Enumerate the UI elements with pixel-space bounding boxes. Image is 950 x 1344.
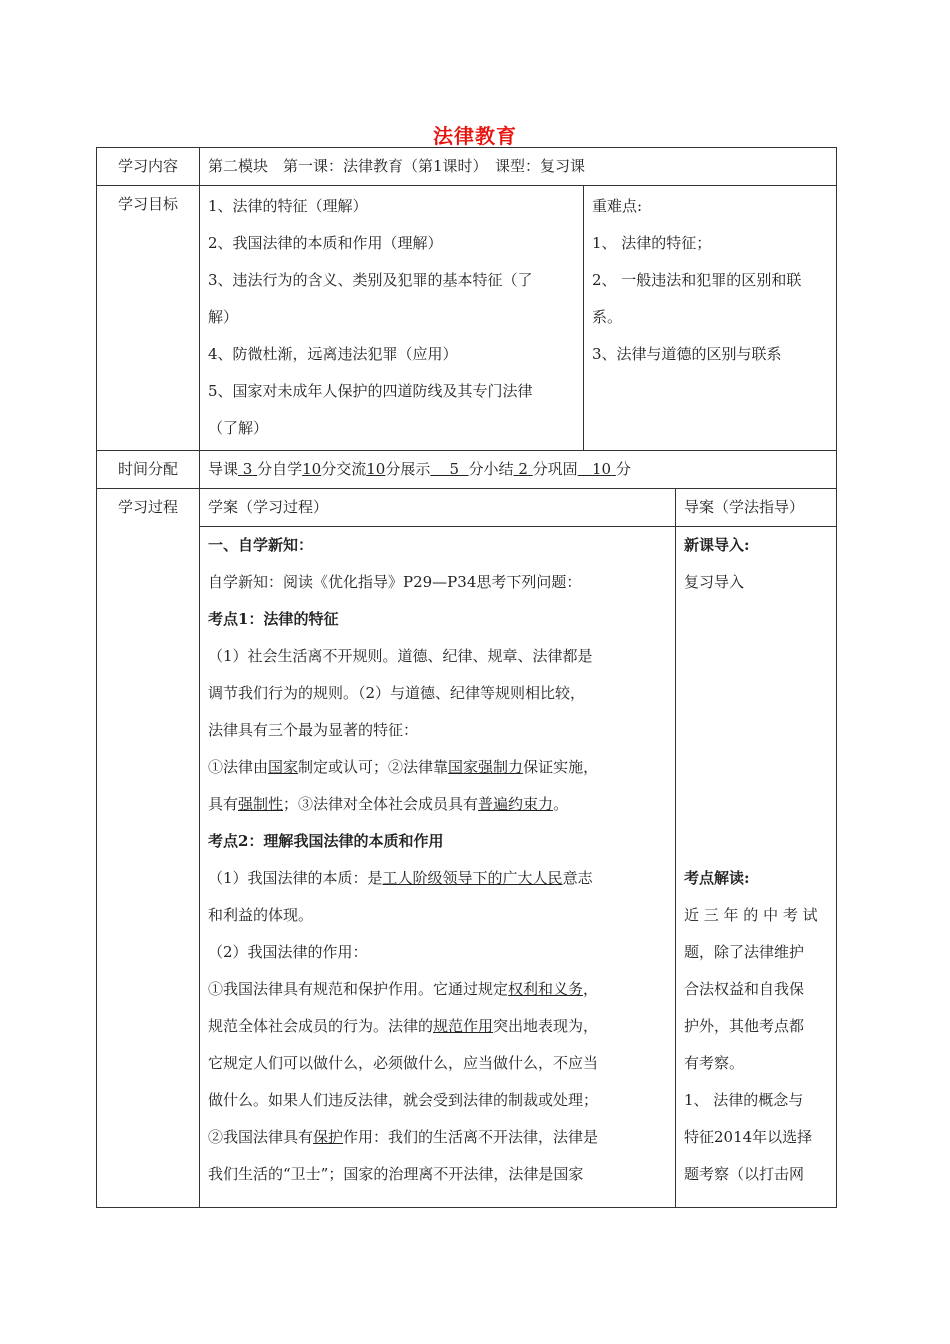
goal-item: 2、我国法律的本质和作用（理解） [208,234,443,252]
intro-text: 自学新知：阅读《优化指导》P29—P34思考下列问题： [208,573,582,591]
row-learning-process-body [97,527,837,1208]
lesson-plan-table [96,147,837,1208]
time-seg: 分交流 [321,460,367,478]
guide-text: 近 三 年 的 中 考 试 [684,906,818,924]
row-time-allocation [97,451,837,489]
row-learning-content [97,148,837,186]
goals-list [200,186,584,451]
guide-content [676,527,837,1208]
time-seg: 分展示 [385,460,431,478]
paragraph-line: ①我国法律具有规范和保护作用。它通过规定权利和义务， [208,980,599,998]
key-point-item: 2、 一般违法和犯罪的区别和联 [592,271,802,289]
key-point-title: 考点2：理解我国法律的本质和作用 [208,832,444,850]
key-point-item: 3、法律与道德的区别与联系 [592,345,782,363]
guide-heading: 考点解读: [684,869,750,887]
paragraph-line: 具有强制性；③法律对全体社会成员具有普遍约束力。 [208,795,569,813]
time-value: 3 [242,460,253,478]
guide-column-header: 导案（学法指导） [676,489,837,527]
key-point-item: 重难点: [592,197,643,215]
time-seg: 分自学 [257,460,303,478]
guide-text: 合法权益和自我保 [684,980,805,998]
process-content [200,527,676,1208]
guide-text: 1、 法律的概念与 [684,1091,804,1109]
label-learning-process: 学习过程 [97,489,200,1208]
goal-item: 1、法律的特征（理解） [208,197,368,215]
key-point-title: 考点1：法律的特征 [208,610,339,628]
learning-content-text: 第二模块 第一课：法律教育（第1课时） 课型：复习课 [200,148,837,186]
label-learning-goals: 学习目标 [97,186,200,451]
goal-item: （了解） [208,419,269,437]
paragraph-line: （1）我国法律的本质：是工人阶级领导下的广大人民意志 [208,869,593,887]
paragraph-line: 调节我们行为的规则。（2）与道德、纪律等规则相比较， [208,684,586,702]
label-time-allocation: 时间分配 [97,451,200,489]
paragraph-line: （2）我国法律的作用： [208,943,368,961]
paragraph-line: 做什么。如果人们违反法律，就会受到法律的制裁或处理； [208,1091,599,1109]
time-value: 5 [449,460,459,478]
guide-text: 特征2014年以选择 [684,1128,813,1146]
time-value: 10 [591,460,612,478]
guide-text: 题考察（以打击网 [684,1165,805,1183]
guide-text: 有考察。 [684,1054,745,1072]
guide-heading: 新课导入: [684,536,750,554]
guide-text: 复习导入 [684,573,745,591]
paragraph-line: ①法律由国家制定或认可；②法律靠国家强制力保证实施， [208,758,599,776]
guide-text: 题，除了法律维护 [684,943,805,961]
document-title: 法律教育 [433,124,517,148]
key-point-item: 1、 法律的特征； [592,234,712,252]
time-value: 2 [518,460,528,478]
process-column-header: 学案（学习过程） [200,489,676,527]
paragraph-line: 它规定人们可以做什么，必须做什么，应当做什么，不应当 [208,1054,599,1072]
goal-item: 5、国家对未成年人保护的四道防线及其专门法律 [208,382,533,400]
goal-item: 3、违法行为的含义、类别及犯罪的基本特征（了 [208,271,533,289]
label-learning-content: 学习内容 [97,148,200,186]
paragraph-line: 我们生活的“卫士”；国家的治理离不开法律，法律是国家 [208,1165,584,1183]
time-allocation-text [200,451,837,489]
time-value: 10 [302,460,322,478]
key-point-item: 系。 [592,308,623,326]
goal-item: 解） [208,308,239,326]
paragraph-line: （1）社会生活离不开规则。道德、纪律、规章、法律都是 [208,647,593,665]
paragraph-line: 法律具有三个最为显著的特征： [208,721,419,739]
goal-item: 4、防微杜渐，远离违法犯罪（应用） [208,345,458,363]
time-value: 10 [366,460,386,478]
row-learning-process-header [97,489,837,527]
paragraph-line: ②我国法律具有保护作用：我们的生活离不开法律，法律是 [208,1128,599,1146]
key-points-list [584,186,837,451]
row-learning-goals [97,186,837,451]
paragraph-line: 和利益的体现。 [208,906,314,924]
section-heading: 一、自学新知： [208,536,314,554]
time-seg: 导课 [208,460,239,478]
time-seg: 分 [615,460,631,478]
paragraph-line: 规范全体社会成员的行为。法律的规范作用突出地表现为， [208,1017,599,1035]
time-seg: 分小结 [468,460,514,478]
time-seg: 分巩固 [532,460,578,478]
guide-text: 护外，其他考点都 [684,1017,805,1035]
